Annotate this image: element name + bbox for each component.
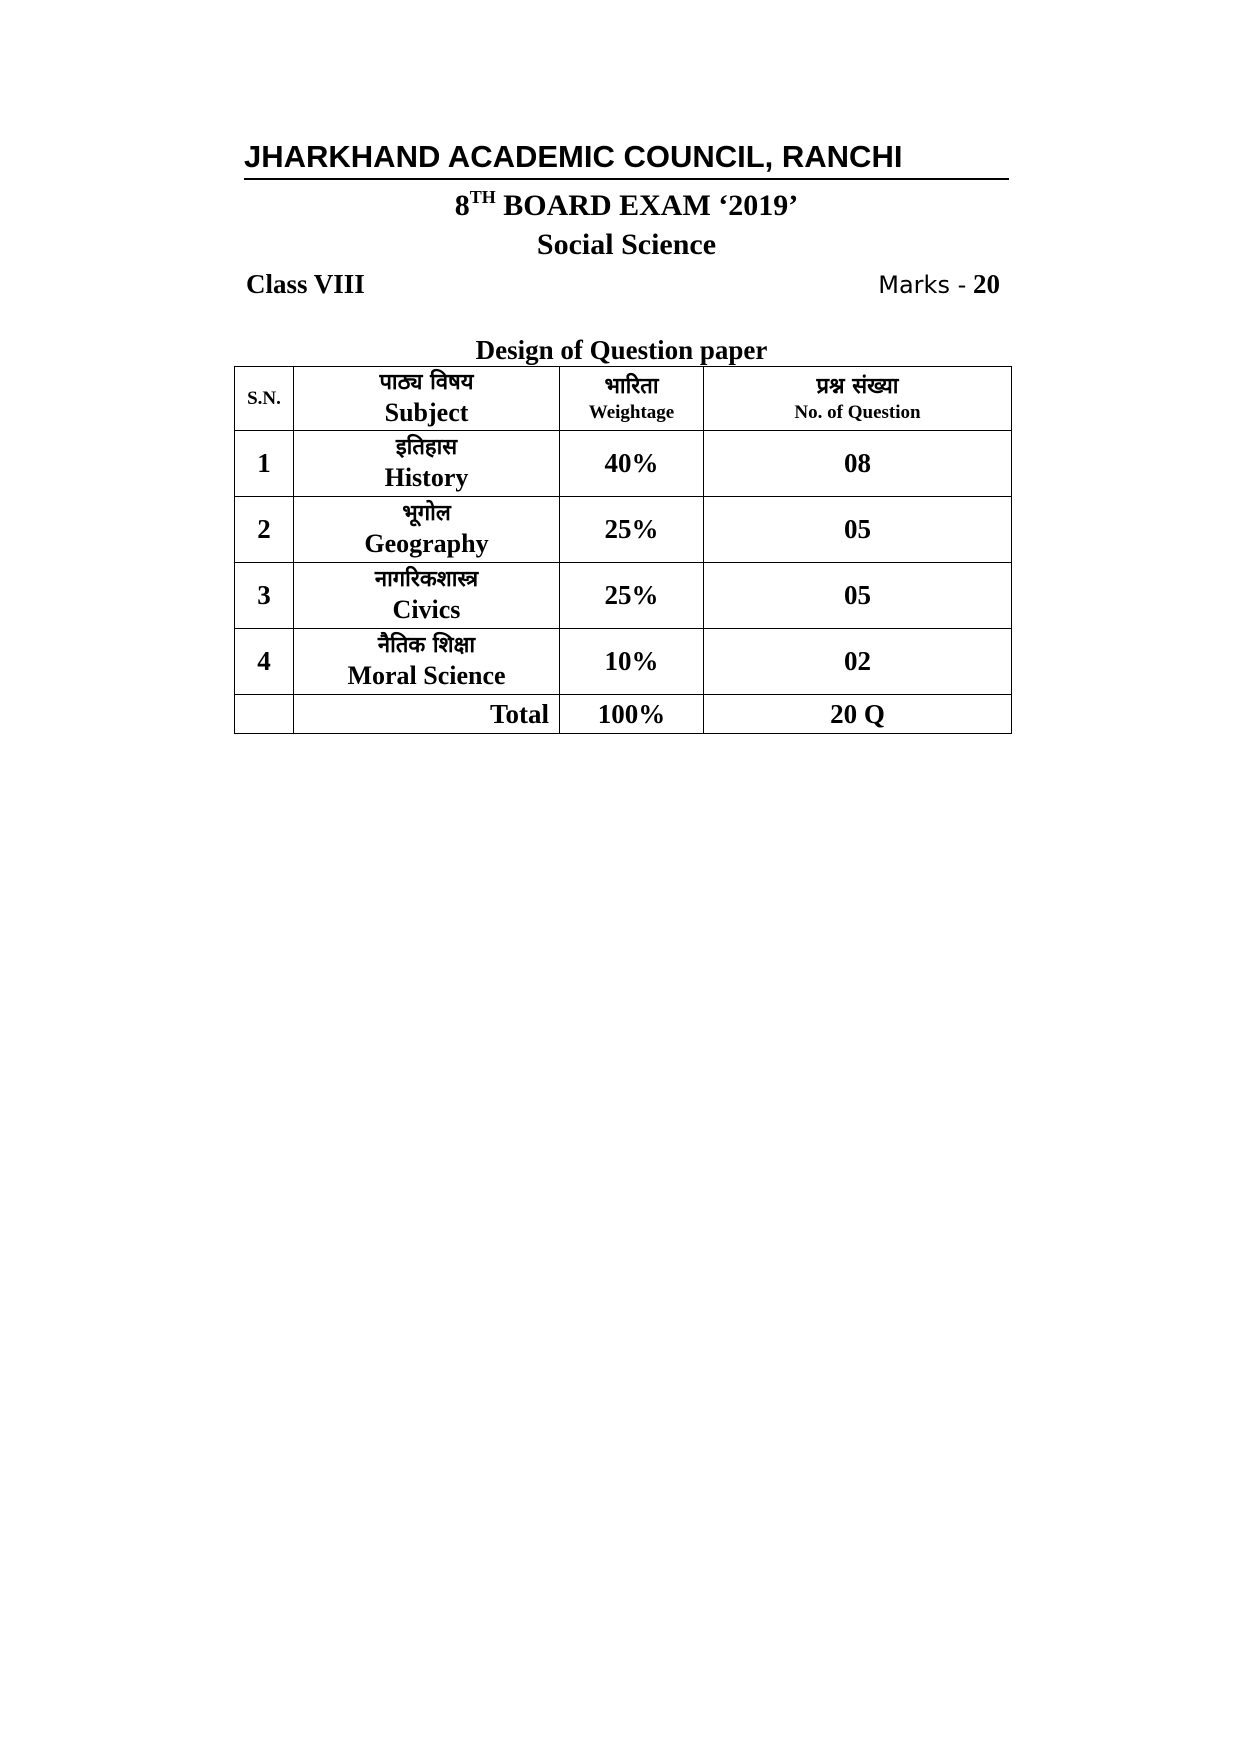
row-weightage: 40% [560, 431, 704, 497]
total-weightage: 100% [560, 695, 704, 734]
row-subject [294, 431, 560, 497]
header-subject [294, 367, 560, 431]
total-sn-empty [235, 695, 294, 734]
row-weightage: 10% [560, 629, 704, 695]
exam-title [244, 186, 1009, 226]
marks-label [878, 266, 1000, 303]
total-label: Total [294, 695, 560, 734]
row-sn: 4 [235, 629, 294, 695]
row-weightage: 25% [560, 497, 704, 563]
header-sn-label: S.N. [247, 387, 281, 409]
table-row [235, 563, 1012, 629]
row-sn: 1 [235, 431, 294, 497]
header-subject-english: Subject [384, 397, 469, 427]
total-questions: 20 Q [704, 695, 1012, 734]
header-subject-hindi: पाठ्य विषय [379, 369, 474, 395]
row-questions: 05 [704, 497, 1012, 563]
header-sn [235, 367, 294, 431]
header-questions-hindi: प्रश्न संख्या [816, 373, 899, 399]
question-design-table [234, 366, 1012, 734]
row-subject-hindi: भूगोल [402, 500, 451, 526]
row-questions: 02 [704, 629, 1012, 695]
row-subject-english: Geography [364, 528, 489, 558]
row-questions: 08 [704, 431, 1012, 497]
total-row [235, 695, 1012, 734]
table-row [235, 629, 1012, 695]
row-subject-hindi: नागरिकशास्त्र [374, 566, 479, 592]
exam-name: BOARD EXAM ‘2019’ [495, 189, 799, 222]
table-header-row [235, 367, 1012, 431]
table-row [235, 497, 1012, 563]
row-subject-english: Civics [392, 594, 461, 624]
row-subject [294, 629, 560, 695]
marks-value: 20 [966, 269, 1000, 299]
class-label: Class VIII [246, 269, 365, 299]
row-questions: 05 [704, 563, 1012, 629]
subject-title: Social Science [536, 228, 717, 261]
council-title: JHARKHAND ACADEMIC COUNCIL, RANCHI [244, 138, 1009, 180]
exam-number-suffix: TH [469, 187, 496, 207]
row-sn: 3 [235, 563, 294, 629]
header-weightage [560, 367, 704, 431]
row-subject-hindi: नैतिक शिक्षा [377, 632, 476, 658]
row-sn: 2 [235, 497, 294, 563]
header-weightage-hindi: भारिता [604, 373, 659, 399]
row-subject-english: Moral Science [347, 660, 506, 690]
exam-number: 8 [454, 189, 470, 222]
header-questions-english: No. of Question [794, 401, 921, 423]
header-weightage-english: Weightage [588, 401, 675, 423]
row-subject [294, 497, 560, 563]
row-subject-english: History [384, 462, 469, 492]
row-weightage: 25% [560, 563, 704, 629]
table-caption: Design of Question paper [475, 335, 768, 365]
row-subject-hindi: इतिहास [395, 434, 458, 460]
marks-word: Marks - [878, 271, 967, 299]
header-questions [704, 367, 1012, 431]
row-subject [294, 563, 560, 629]
table-row [235, 431, 1012, 497]
